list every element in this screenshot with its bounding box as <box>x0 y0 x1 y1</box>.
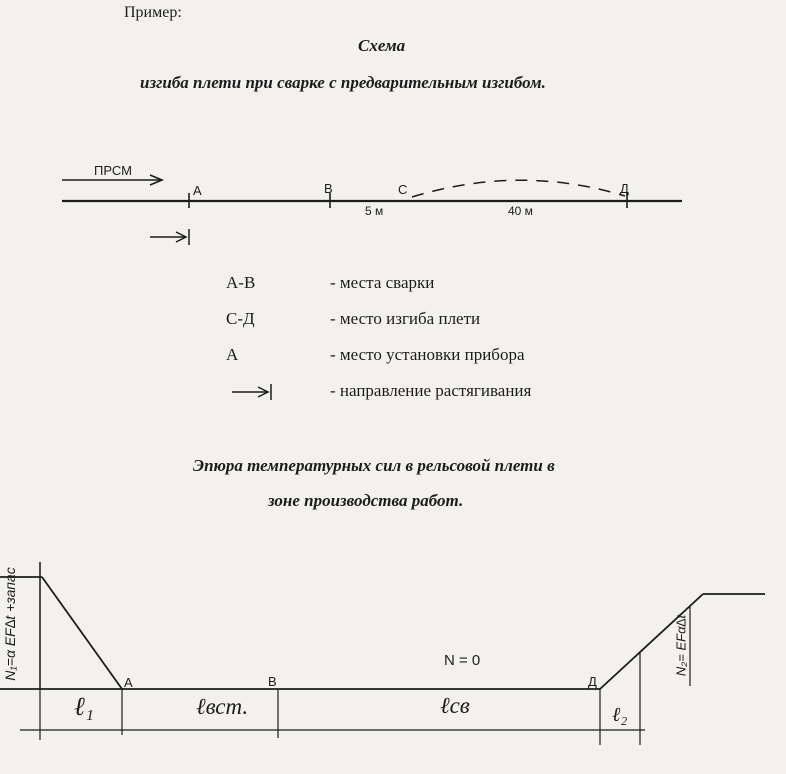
legend-desc-2: - место изгиба плети <box>330 309 481 328</box>
example-label: Пример: <box>124 4 182 21</box>
distance-cd: 40 м <box>508 204 533 218</box>
zero-force-label: N = 0 <box>444 652 481 669</box>
scheme-subtitle: изгиба плети при сварке с предварительным изгибом. <box>140 73 546 92</box>
distance-bc: 5 м <box>365 204 384 218</box>
direction-label: ПРСМ <box>94 163 132 178</box>
diagram-point-d: Д <box>588 674 597 689</box>
legend-desc-3: - место установки прибора <box>330 345 525 364</box>
diagram-point-a: А <box>124 675 133 690</box>
point-d-label: Д <box>620 181 629 196</box>
segment-l2-label: ℓ₂ <box>612 704 628 726</box>
legend-key-2: С-Д <box>226 309 255 328</box>
legend-key-3: А <box>226 345 239 364</box>
segment-lsv-label: ℓсв <box>440 693 470 718</box>
segment-lwelded-label: ℓвст. <box>196 694 249 719</box>
left-force-label: N₁=α EF∆t +запас <box>2 567 18 681</box>
diagram-title-line2: зоне производства работ. <box>268 491 464 510</box>
legend-desc-1: - места сварки <box>330 273 435 292</box>
diagram-point-b: В <box>268 674 277 689</box>
diagram-title-line1: Эпюра температурных сил в рельсовой плети в <box>193 456 555 475</box>
legend-key-1: А-В <box>226 273 256 292</box>
point-a-label: А <box>193 183 202 198</box>
point-b-label: В <box>324 181 333 196</box>
left-ramp <box>42 577 122 689</box>
segment-l1-label: ℓ₁ <box>74 692 94 721</box>
scheme-title: Схема <box>358 36 406 55</box>
legend-desc-4: - направление растягивания <box>330 381 532 400</box>
point-c-label: С <box>398 182 408 197</box>
right-force-label: N₂= EFα∆t <box>673 614 689 677</box>
